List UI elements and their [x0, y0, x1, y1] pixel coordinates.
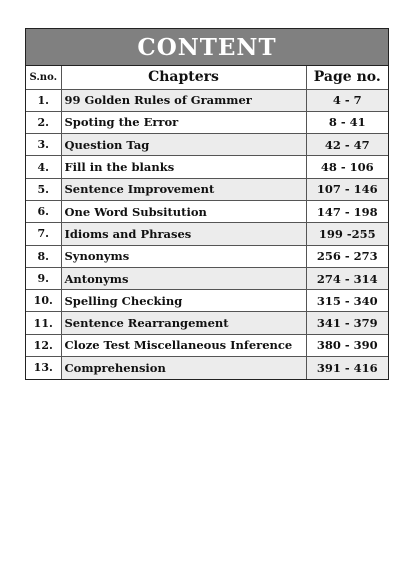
table-row — [26, 200, 388, 222]
table-of-contents — [25, 28, 389, 380]
table-row — [26, 134, 388, 156]
table-header-row — [26, 66, 388, 89]
table-row — [26, 89, 388, 111]
row-sno: 6. — [26, 200, 61, 222]
row-pages: 48 - 106 — [306, 156, 388, 178]
row-pages: 8 - 41 — [306, 111, 388, 133]
row-chapter: Antonyms — [61, 267, 306, 289]
row-pages: 107 - 146 — [306, 178, 388, 200]
row-sno: 4. — [26, 156, 61, 178]
row-sno: 12. — [26, 334, 61, 356]
contents-title: CONTENT — [137, 33, 277, 61]
row-sno: 7. — [26, 223, 61, 245]
row-chapter: Comprehension — [61, 357, 306, 379]
row-chapter: Cloze Test Miscellaneous Inference — [61, 334, 306, 356]
row-chapter: Fill in the blanks — [61, 156, 306, 178]
contents-header-bar — [26, 29, 388, 66]
row-sno: 5. — [26, 178, 61, 200]
row-sno: 2. — [26, 111, 61, 133]
row-sno: 8. — [26, 245, 61, 267]
row-sno: 13. — [26, 357, 61, 379]
row-pages: 341 - 379 — [306, 312, 388, 334]
row-chapter: Question Tag — [61, 134, 306, 156]
contents-table — [26, 66, 388, 379]
row-chapter: Synonyms — [61, 245, 306, 267]
row-sno: 10. — [26, 290, 61, 312]
row-sno: 3. — [26, 134, 61, 156]
row-chapter: Idioms and Phrases — [61, 223, 306, 245]
row-chapter: Sentence Rearrangement — [61, 312, 306, 334]
row-sno: 1. — [26, 89, 61, 111]
table-row — [26, 267, 388, 289]
row-chapter: Sentence Improvement — [61, 178, 306, 200]
row-pages: 4 - 7 — [306, 89, 388, 111]
row-pages: 380 - 390 — [306, 334, 388, 356]
row-pages: 274 - 314 — [306, 267, 388, 289]
table-row — [26, 156, 388, 178]
table-row — [26, 290, 388, 312]
table-row — [26, 223, 388, 245]
table-row — [26, 334, 388, 356]
row-chapter: Spoting the Error — [61, 111, 306, 133]
row-chapter: One Word Subsitution — [61, 200, 306, 222]
table-row — [26, 357, 388, 379]
row-sno: 11. — [26, 312, 61, 334]
table-row — [26, 245, 388, 267]
table-row — [26, 178, 388, 200]
column-header-page: Page no. — [306, 66, 388, 89]
column-header-sno: S.no. — [26, 66, 61, 89]
row-pages: 256 - 273 — [306, 245, 388, 267]
row-chapter: Spelling Checking — [61, 290, 306, 312]
row-pages: 199 -255 — [306, 223, 388, 245]
row-chapter: 99 Golden Rules of Grammer — [61, 89, 306, 111]
column-header-chapters: Chapters — [61, 66, 306, 89]
row-pages: 147 - 198 — [306, 200, 388, 222]
row-pages: 42 - 47 — [306, 134, 388, 156]
row-sno: 9. — [26, 267, 61, 289]
table-row — [26, 111, 388, 133]
table-row — [26, 312, 388, 334]
row-pages: 391 - 416 — [306, 357, 388, 379]
row-pages: 315 - 340 — [306, 290, 388, 312]
